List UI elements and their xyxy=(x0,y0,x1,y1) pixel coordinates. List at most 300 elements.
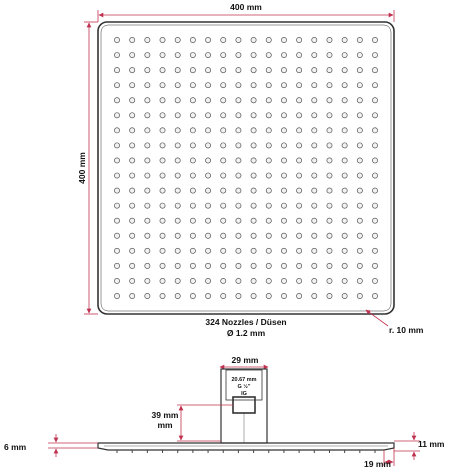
nozzle xyxy=(357,98,362,103)
nozzle-diameter-label: Ø 1.2 mm xyxy=(226,328,266,338)
nozzle xyxy=(297,248,302,253)
nozzle xyxy=(236,83,241,88)
nozzle xyxy=(236,37,241,42)
radius-leader xyxy=(366,310,388,326)
nozzle xyxy=(372,188,377,193)
width-label: 400 mm xyxy=(230,2,262,12)
nozzle xyxy=(312,83,317,88)
nozzle xyxy=(114,203,119,208)
nozzle xyxy=(327,98,332,103)
nozzle xyxy=(205,203,210,208)
nozzle xyxy=(312,128,317,133)
nozzle xyxy=(145,188,150,193)
nozzle xyxy=(160,188,165,193)
nozzle xyxy=(312,263,317,268)
nozzle xyxy=(205,218,210,223)
nozzle xyxy=(175,113,180,118)
nozzle xyxy=(372,203,377,208)
nozzle xyxy=(327,128,332,133)
nozzle xyxy=(297,293,302,298)
nozzle xyxy=(221,293,226,298)
nozzle xyxy=(160,218,165,223)
nozzle xyxy=(205,98,210,103)
nozzle xyxy=(297,143,302,148)
nozzle xyxy=(160,113,165,118)
nozzle xyxy=(236,248,241,253)
nozzle xyxy=(114,37,119,42)
nozzle xyxy=(236,218,241,223)
nozzle xyxy=(205,83,210,88)
nozzle xyxy=(372,68,377,73)
nozzle xyxy=(160,233,165,238)
nozzle xyxy=(190,188,195,193)
nozzle xyxy=(297,68,302,73)
nozzle xyxy=(281,68,286,73)
nozzle xyxy=(130,263,135,268)
nozzle xyxy=(266,173,271,178)
nozzle xyxy=(342,218,347,223)
nozzle xyxy=(205,113,210,118)
nozzle xyxy=(114,248,119,253)
plate-profile xyxy=(98,443,394,450)
nozzle xyxy=(327,68,332,73)
nozzle xyxy=(357,113,362,118)
nozzle xyxy=(160,278,165,283)
nozzle xyxy=(266,278,271,283)
nozzle xyxy=(221,218,226,223)
nozzle xyxy=(160,293,165,298)
nozzle xyxy=(205,293,210,298)
nozzle xyxy=(357,263,362,268)
nozzle xyxy=(266,218,271,223)
nozzle xyxy=(372,83,377,88)
connector-height-label: 39 mm xyxy=(151,410,179,420)
nozzle xyxy=(130,218,135,223)
nozzle xyxy=(312,233,317,238)
nozzle xyxy=(297,98,302,103)
nozzle xyxy=(236,293,241,298)
nozzle xyxy=(281,98,286,103)
nozzle xyxy=(327,233,332,238)
nozzle xyxy=(236,203,241,208)
nozzle xyxy=(221,128,226,133)
nozzle xyxy=(205,278,210,283)
nozzle xyxy=(251,263,256,268)
nozzle xyxy=(281,293,286,298)
nozzle xyxy=(145,293,150,298)
nozzle xyxy=(327,293,332,298)
nozzle xyxy=(236,143,241,148)
nozzle xyxy=(190,233,195,238)
nozzle xyxy=(327,173,332,178)
nozzle xyxy=(221,278,226,283)
nozzle xyxy=(297,263,302,268)
nozzle xyxy=(175,98,180,103)
nozzle xyxy=(130,293,135,298)
nozzle xyxy=(160,98,165,103)
nozzle xyxy=(205,68,210,73)
nozzle xyxy=(327,263,332,268)
nozzle xyxy=(205,52,210,57)
nozzle xyxy=(190,98,195,103)
connector-height-unit: mm xyxy=(157,420,173,430)
nozzle xyxy=(221,248,226,253)
nozzle xyxy=(342,113,347,118)
nozzle xyxy=(266,52,271,57)
nozzle xyxy=(327,52,332,57)
nozzle xyxy=(190,173,195,178)
nozzle xyxy=(190,52,195,57)
nozzle xyxy=(114,128,119,133)
nozzle xyxy=(327,143,332,148)
nozzle xyxy=(266,128,271,133)
nozzle xyxy=(342,158,347,163)
nozzle xyxy=(190,37,195,42)
nozzle xyxy=(342,143,347,148)
nozzle xyxy=(342,52,347,57)
nozzle xyxy=(327,248,332,253)
nozzle xyxy=(342,128,347,133)
nozzle xyxy=(114,68,119,73)
nozzle xyxy=(221,83,226,88)
nozzle xyxy=(372,263,377,268)
nozzle xyxy=(357,218,362,223)
nozzle xyxy=(160,37,165,42)
nozzle xyxy=(175,68,180,73)
nozzle xyxy=(160,83,165,88)
nozzle xyxy=(130,248,135,253)
nozzle xyxy=(145,248,150,253)
nozzle xyxy=(236,68,241,73)
nozzle xyxy=(281,158,286,163)
nozzle xyxy=(357,52,362,57)
nozzle xyxy=(266,203,271,208)
nozzle xyxy=(297,173,302,178)
nozzle xyxy=(342,173,347,178)
nozzle xyxy=(114,98,119,103)
nozzle xyxy=(114,188,119,193)
nozzle xyxy=(266,143,271,148)
nozzle xyxy=(145,113,150,118)
nozzle xyxy=(266,248,271,253)
nozzle xyxy=(357,37,362,42)
nozzle xyxy=(114,143,119,148)
nozzle xyxy=(251,98,256,103)
nozzle xyxy=(190,278,195,283)
nozzle xyxy=(145,83,150,88)
nozzle xyxy=(327,83,332,88)
nozzle xyxy=(145,158,150,163)
nozzle xyxy=(175,173,180,178)
nozzle xyxy=(236,113,241,118)
nozzle xyxy=(251,203,256,208)
nozzle xyxy=(175,278,180,283)
nozzle xyxy=(130,83,135,88)
nozzle xyxy=(327,113,332,118)
nozzle xyxy=(281,37,286,42)
nozzle xyxy=(160,143,165,148)
nozzle xyxy=(312,37,317,42)
nozzle xyxy=(130,37,135,42)
nozzle xyxy=(114,52,119,57)
nozzle xyxy=(372,173,377,178)
nozzle xyxy=(221,158,226,163)
nozzle xyxy=(160,263,165,268)
nozzle xyxy=(266,293,271,298)
nozzle xyxy=(221,143,226,148)
nozzle xyxy=(205,37,210,42)
nozzle xyxy=(130,113,135,118)
nozzle xyxy=(327,158,332,163)
nozzle xyxy=(114,293,119,298)
nozzle xyxy=(357,158,362,163)
nozzle xyxy=(190,203,195,208)
nozzle xyxy=(236,188,241,193)
nozzle xyxy=(114,83,119,88)
nozzle xyxy=(130,143,135,148)
left-thickness-label: 6 mm xyxy=(4,442,27,452)
nozzle xyxy=(357,233,362,238)
nozzle xyxy=(357,128,362,133)
nozzle xyxy=(342,293,347,298)
nozzle xyxy=(372,233,377,238)
nozzle xyxy=(205,143,210,148)
nozzle xyxy=(312,158,317,163)
nozzle xyxy=(160,203,165,208)
nozzle xyxy=(130,98,135,103)
nozzle xyxy=(266,68,271,73)
nozzle xyxy=(251,143,256,148)
nozzle xyxy=(145,263,150,268)
nozzle xyxy=(251,52,256,57)
nozzle xyxy=(130,203,135,208)
nozzle xyxy=(327,188,332,193)
nozzle xyxy=(297,233,302,238)
nozzle xyxy=(130,158,135,163)
nozzle xyxy=(130,278,135,283)
nozzle xyxy=(297,158,302,163)
nozzle xyxy=(342,278,347,283)
nozzle xyxy=(312,52,317,57)
nozzle xyxy=(236,128,241,133)
nozzle xyxy=(297,218,302,223)
nozzle xyxy=(251,218,256,223)
nozzle xyxy=(130,128,135,133)
nozzle xyxy=(251,233,256,238)
nozzle xyxy=(312,113,317,118)
connector-nut xyxy=(233,397,255,413)
nozzle xyxy=(221,203,226,208)
nozzle xyxy=(251,68,256,73)
nozzle xyxy=(160,248,165,253)
nozzle xyxy=(190,248,195,253)
nozzle xyxy=(205,158,210,163)
nozzle xyxy=(312,278,317,283)
nozzle xyxy=(266,83,271,88)
nozzle xyxy=(251,188,256,193)
nozzle xyxy=(205,188,210,193)
height-label: 400 mm xyxy=(77,152,87,184)
shower-head-plate-inner-edge xyxy=(101,25,391,311)
nozzle xyxy=(221,52,226,57)
nozzle xyxy=(281,248,286,253)
nozzle xyxy=(281,263,286,268)
nozzle xyxy=(342,68,347,73)
nozzle xyxy=(372,293,377,298)
nozzle xyxy=(175,263,180,268)
nozzle xyxy=(251,37,256,42)
nozzle xyxy=(114,233,119,238)
nozzle xyxy=(221,263,226,268)
nozzle xyxy=(175,248,180,253)
nozzle xyxy=(236,158,241,163)
nozzle xyxy=(175,188,180,193)
nozzle xyxy=(190,113,195,118)
nozzle xyxy=(372,98,377,103)
nozzle xyxy=(281,128,286,133)
nozzle xyxy=(236,263,241,268)
nozzle xyxy=(114,173,119,178)
nozzle-grid xyxy=(114,37,377,298)
nozzle xyxy=(145,218,150,223)
nozzle xyxy=(190,68,195,73)
nozzle xyxy=(266,158,271,163)
nozzle xyxy=(130,52,135,57)
nozzle xyxy=(145,37,150,42)
nozzle xyxy=(327,278,332,283)
nozzle xyxy=(145,143,150,148)
nozzle xyxy=(297,52,302,57)
nozzle xyxy=(312,248,317,253)
nozzle xyxy=(114,158,119,163)
nozzle xyxy=(145,203,150,208)
nozzle xyxy=(221,37,226,42)
nozzle xyxy=(342,98,347,103)
nozzle xyxy=(281,203,286,208)
nozzle xyxy=(175,52,180,57)
nozzle xyxy=(281,278,286,283)
nozzle xyxy=(221,233,226,238)
nozzle xyxy=(145,233,150,238)
nozzle xyxy=(372,278,377,283)
nozzle xyxy=(114,263,119,268)
nozzle xyxy=(281,113,286,118)
nozzle xyxy=(327,218,332,223)
nozzle xyxy=(312,203,317,208)
nozzle xyxy=(372,218,377,223)
nozzle xyxy=(221,68,226,73)
connector-width-label: 29 mm xyxy=(231,355,259,365)
nozzle xyxy=(297,278,302,283)
nozzle xyxy=(312,98,317,103)
nozzle xyxy=(312,143,317,148)
nozzle xyxy=(327,37,332,42)
radius-label: r. 10 mm xyxy=(389,325,424,335)
nozzle xyxy=(251,173,256,178)
nozzle xyxy=(236,98,241,103)
nozzle xyxy=(342,83,347,88)
nozzle xyxy=(145,128,150,133)
nozzle xyxy=(297,113,302,118)
nozzle xyxy=(160,173,165,178)
thread-diameter-label: 20.67 mm xyxy=(231,377,257,383)
nozzle xyxy=(357,68,362,73)
nozzle xyxy=(145,278,150,283)
nozzle xyxy=(190,128,195,133)
nozzle xyxy=(236,52,241,57)
nozzle xyxy=(175,293,180,298)
nozzle xyxy=(130,233,135,238)
nozzle xyxy=(175,83,180,88)
nozzle xyxy=(145,68,150,73)
nozzle xyxy=(251,113,256,118)
nozzle xyxy=(190,218,195,223)
nozzle xyxy=(205,248,210,253)
nozzle xyxy=(236,278,241,283)
nozzle xyxy=(266,188,271,193)
nozzle xyxy=(357,143,362,148)
nozzle xyxy=(342,188,347,193)
nozzle xyxy=(251,278,256,283)
nozzle xyxy=(297,128,302,133)
nozzle xyxy=(342,203,347,208)
nozzle xyxy=(205,233,210,238)
nozzle xyxy=(372,158,377,163)
nozzle xyxy=(160,68,165,73)
nozzle xyxy=(175,143,180,148)
nozzle xyxy=(372,143,377,148)
nozzle xyxy=(372,37,377,42)
nozzle xyxy=(297,37,302,42)
nozzle xyxy=(357,83,362,88)
nozzle xyxy=(190,143,195,148)
thread-ig-label: IG xyxy=(241,391,247,397)
nozzle xyxy=(160,128,165,133)
nozzle xyxy=(221,113,226,118)
nozzle xyxy=(342,37,347,42)
nozzle xyxy=(372,52,377,57)
nozzle-count-label: 324 Nozzles / Düsen xyxy=(205,317,287,327)
nozzle xyxy=(190,263,195,268)
nozzle xyxy=(114,113,119,118)
nozzle xyxy=(266,263,271,268)
nozzle xyxy=(175,233,180,238)
nozzle xyxy=(281,233,286,238)
nozzle xyxy=(114,218,119,223)
nozzle xyxy=(312,188,317,193)
nozzle xyxy=(236,233,241,238)
nozzle xyxy=(175,203,180,208)
nozzle xyxy=(281,143,286,148)
nozzle xyxy=(357,173,362,178)
nozzle xyxy=(251,128,256,133)
nozzle xyxy=(190,293,195,298)
nozzle xyxy=(297,203,302,208)
nozzle xyxy=(312,293,317,298)
shower-head-plate xyxy=(98,22,394,314)
nozzle xyxy=(297,83,302,88)
nozzle xyxy=(130,188,135,193)
nozzle xyxy=(266,113,271,118)
top-view xyxy=(77,2,424,338)
nozzle xyxy=(190,83,195,88)
nozzle xyxy=(221,188,226,193)
nozzle xyxy=(266,98,271,103)
nozzle xyxy=(175,128,180,133)
nozzle xyxy=(221,173,226,178)
nozzle xyxy=(205,173,210,178)
nozzle xyxy=(251,158,256,163)
